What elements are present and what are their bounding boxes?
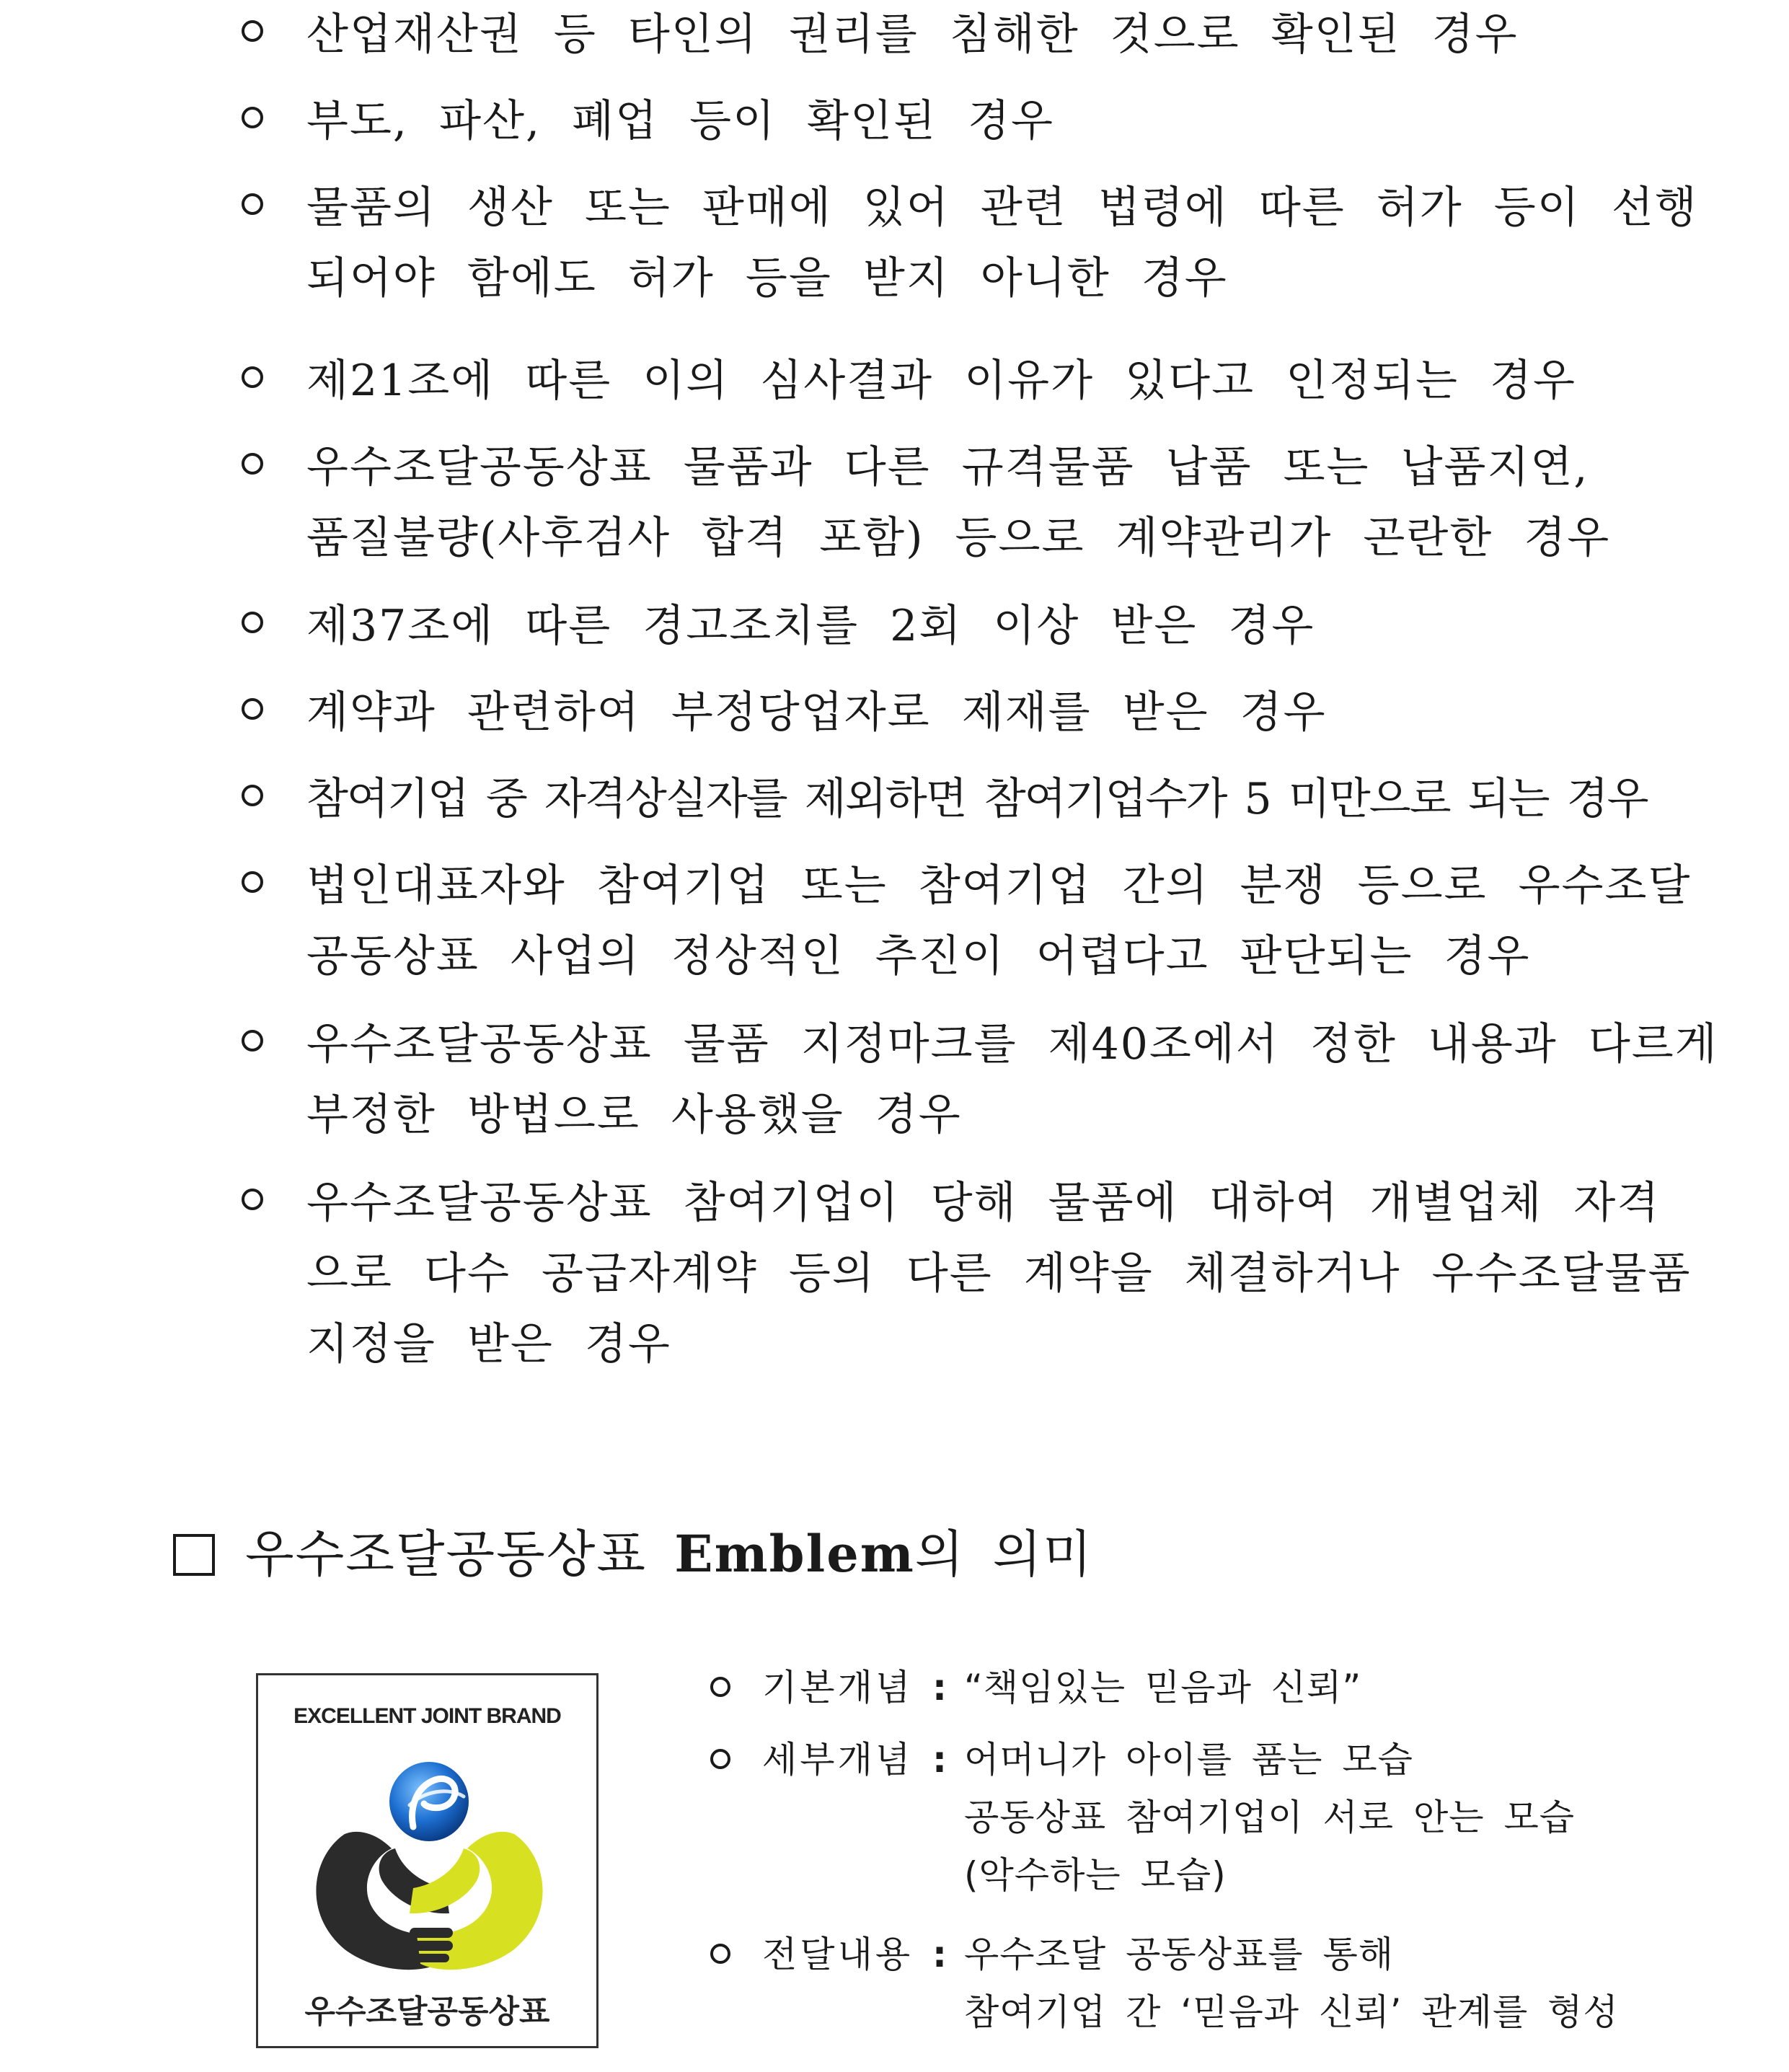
circle-bullet-icon (242, 107, 263, 128)
list-item-line: 으로 다수 공급자계약 등의 다른 계약을 체결하거나 우수조달물품 (306, 1248, 1692, 1299)
circle-bullet-icon (242, 193, 263, 215)
circle-bullet-icon (242, 785, 263, 806)
circle-bullet-icon (242, 612, 263, 633)
emblem-logo (256, 1673, 598, 2048)
list-item-line: 산업재산권 등 타인의 권리를 침해한 것으로 확인된 경우 (306, 9, 1519, 60)
list-item-line: 지정을 받은 경우 (306, 1319, 671, 1370)
hug-hands-logo-icon (301, 1747, 557, 1978)
emblem-bottom-text: 우수조달공동상표 (304, 1993, 550, 2030)
emblem-top-text: EXCELLENT JOINT BRAND (293, 1704, 561, 1728)
list-item-line: 우수조달공동상표 물품과 다른 규격물품 납품 또는 납품지연, (306, 442, 1589, 493)
circle-bullet-icon (242, 1030, 263, 1052)
list-item-line: 부도, 파산, 폐업 등이 확인된 경우 (306, 96, 1054, 146)
list-item-line: 우수조달공동상표 참여기업이 당해 물품에 대하여 개별업체 자격 (306, 1178, 1661, 1228)
circle-bullet-icon (242, 1189, 263, 1210)
list-item-line: 참여기업 중 자격상실자를 제외하면 참여기업수가 5 미만으로 되는 경우 (306, 774, 1648, 824)
concept-value: 공동상표 참여기업이 서로 안는 모습 (964, 1797, 1576, 1838)
concept-colon: : (932, 1667, 947, 1709)
concept-value: 어머니가 아이를 품는 모습 (964, 1739, 1413, 1781)
concept-key: 세부개념 (762, 1739, 914, 1781)
concept-key: 전달내용 (762, 1934, 914, 1975)
circle-bullet-icon (710, 1677, 730, 1697)
list-item-line: 제37조에 따른 경고조치를 2회 이상 받은 경우 (306, 601, 1315, 651)
circle-bullet-icon (242, 20, 263, 42)
list-item-line: 법인대표자와 참여기업 또는 참여기업 간의 분쟁 등으로 우수조달 (306, 860, 1692, 911)
list-item-line: 우수조달공동상표 물품 지정마크를 제40조에서 정한 내용과 다르게 (306, 1019, 1718, 1070)
concept-value: 우수조달 공동상표를 통해 (964, 1934, 1395, 1975)
circle-bullet-icon (242, 698, 263, 720)
concept-value: (악수하는 모습) (964, 1854, 1227, 1896)
list-item-line: 물품의 생산 또는 판매에 있어 관련 법령에 따른 허가 등이 선행 (306, 182, 1698, 233)
list-item-line: 계약과 관련하여 부정당업자로 제재를 받은 경우 (306, 687, 1327, 738)
list-item-line: 품질불량(사후검사 합격 포함) 등으로 계약관리가 곤란한 경우 (306, 513, 1611, 563)
list-item-line: 되어야 함에도 허가 등을 받지 아니한 경우 (306, 253, 1228, 304)
section-title-bold: Emblem (674, 1524, 915, 1584)
square-bullet-icon (173, 1534, 215, 1576)
section-title-suffix: 의 의미 (914, 1525, 1093, 1584)
circle-bullet-icon (242, 453, 263, 475)
list-item-line: 공동상표 사업의 정상적인 추진이 어렵다고 판단되는 경우 (306, 931, 1531, 982)
circle-bullet-icon (242, 366, 263, 388)
concept-colon: : (932, 1934, 947, 1975)
concept-value: 참여기업 간 ‘믿음과 신뢰’ 관계를 형성 (964, 1991, 1619, 2033)
circle-bullet-icon (242, 871, 263, 893)
concept-key: 기본개념 (762, 1667, 914, 1709)
circle-bullet-icon (710, 1749, 730, 1769)
list-item-line: 제21조에 따른 이의 심사결과 이유가 있다고 인정되는 경우 (306, 356, 1576, 406)
circle-bullet-icon (710, 1944, 730, 1964)
concept-colon: : (932, 1739, 947, 1781)
section-title (245, 1518, 1093, 1590)
concept-value: “책임있는 믿음과 신뢰” (964, 1667, 1362, 1709)
section-title-prefix: 우수조달공동상표 (245, 1525, 647, 1584)
list-item-line: 부정한 방법으로 사용했을 경우 (306, 1090, 962, 1140)
